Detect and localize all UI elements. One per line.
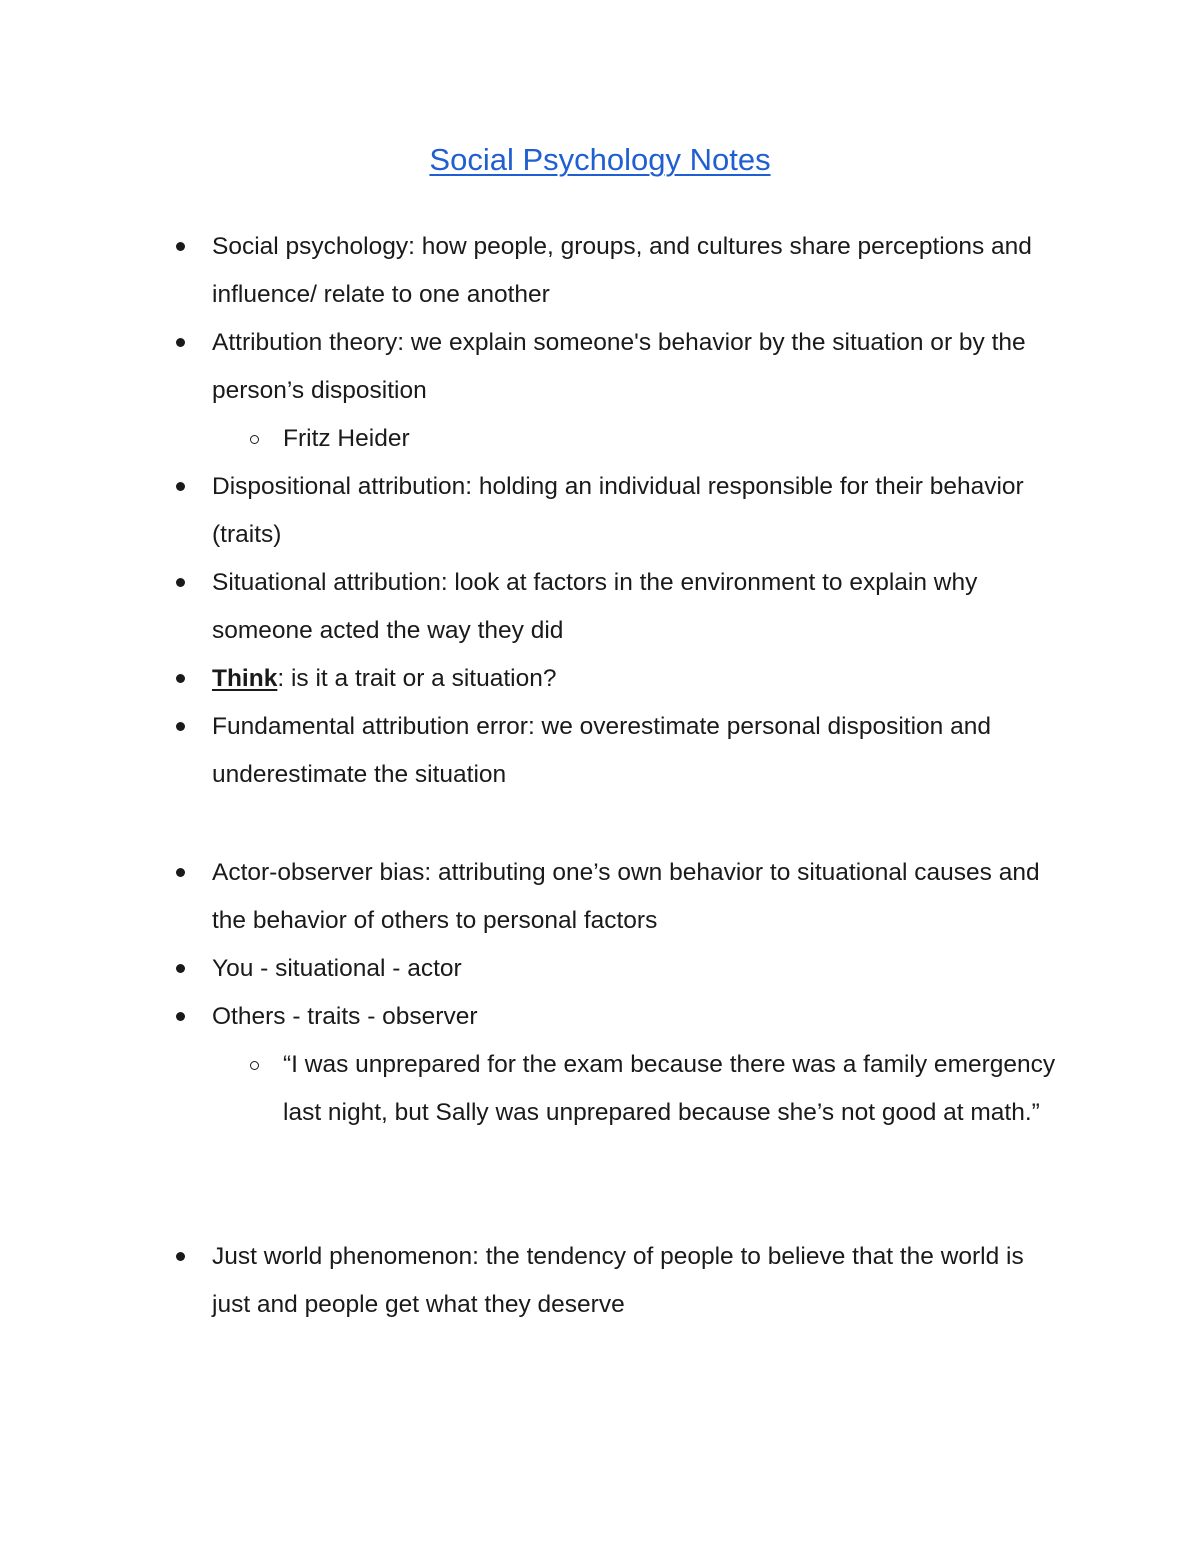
bullet-icon bbox=[176, 578, 185, 587]
list-item bbox=[212, 559, 1062, 655]
list-item bbox=[212, 319, 1062, 415]
list-item-text: Fritz Heider bbox=[283, 425, 410, 452]
list-item-text: “I was unprepared for the exam because there was a family emergency last night, but Sally was unprepared because she’s not good at math.” bbox=[283, 1051, 1056, 1126]
hollow-bullet-icon bbox=[250, 435, 259, 444]
bullet-icon bbox=[176, 964, 185, 973]
list-item bbox=[212, 703, 1062, 799]
bullet-icon bbox=[176, 722, 185, 731]
think-emphasis: Think bbox=[212, 665, 278, 692]
list-item-text: Attribution theory: we explain someone's behavior by the situation or by the person’s disposition bbox=[212, 329, 1026, 404]
list-item bbox=[212, 993, 1062, 1041]
bullet-icon bbox=[176, 674, 185, 683]
list-item-text: Others - traits - observer bbox=[212, 1003, 478, 1030]
list-item-text: Social psychology: how people, groups, and cultures share perceptions and influence/ relate to one another bbox=[212, 233, 1032, 308]
list-item-text: : is it a trait or a situation? bbox=[277, 665, 557, 692]
sub-list-item bbox=[283, 1041, 1063, 1137]
bullet-icon bbox=[176, 482, 185, 491]
list-item bbox=[212, 655, 1062, 703]
bullet-icon bbox=[176, 1252, 185, 1261]
page-title: Social Psychology Notes bbox=[429, 142, 771, 177]
list-item-text: You - situational - actor bbox=[212, 955, 462, 982]
list-item bbox=[212, 945, 1062, 993]
list-item-text: Actor-observer bias: attributing one’s own behavior to situational causes and the behavior of others to personal factors bbox=[212, 859, 1040, 934]
list-item-text: Fundamental attribution error: we overestimate personal disposition and underestimate the situation bbox=[212, 713, 991, 788]
bullet-icon bbox=[176, 1012, 185, 1021]
sub-list-item bbox=[283, 415, 1063, 463]
list-item-text: Just world phenomenon: the tendency of people to believe that the world is just and people get what they deserve bbox=[212, 1243, 1024, 1318]
list-item-text: Situational attribution: look at factors in the environment to explain why someone acted the way they did bbox=[212, 569, 978, 644]
bullet-icon bbox=[176, 242, 185, 251]
list-item bbox=[212, 849, 1062, 945]
bullet-icon bbox=[176, 868, 185, 877]
hollow-bullet-icon bbox=[250, 1061, 259, 1070]
list-item bbox=[212, 463, 1062, 559]
bullet-icon bbox=[176, 338, 185, 347]
list-item bbox=[212, 223, 1062, 319]
list-item-text: Dispositional attribution: holding an individual responsible for their behavior (traits) bbox=[212, 473, 1024, 548]
list-item bbox=[212, 1233, 1062, 1329]
